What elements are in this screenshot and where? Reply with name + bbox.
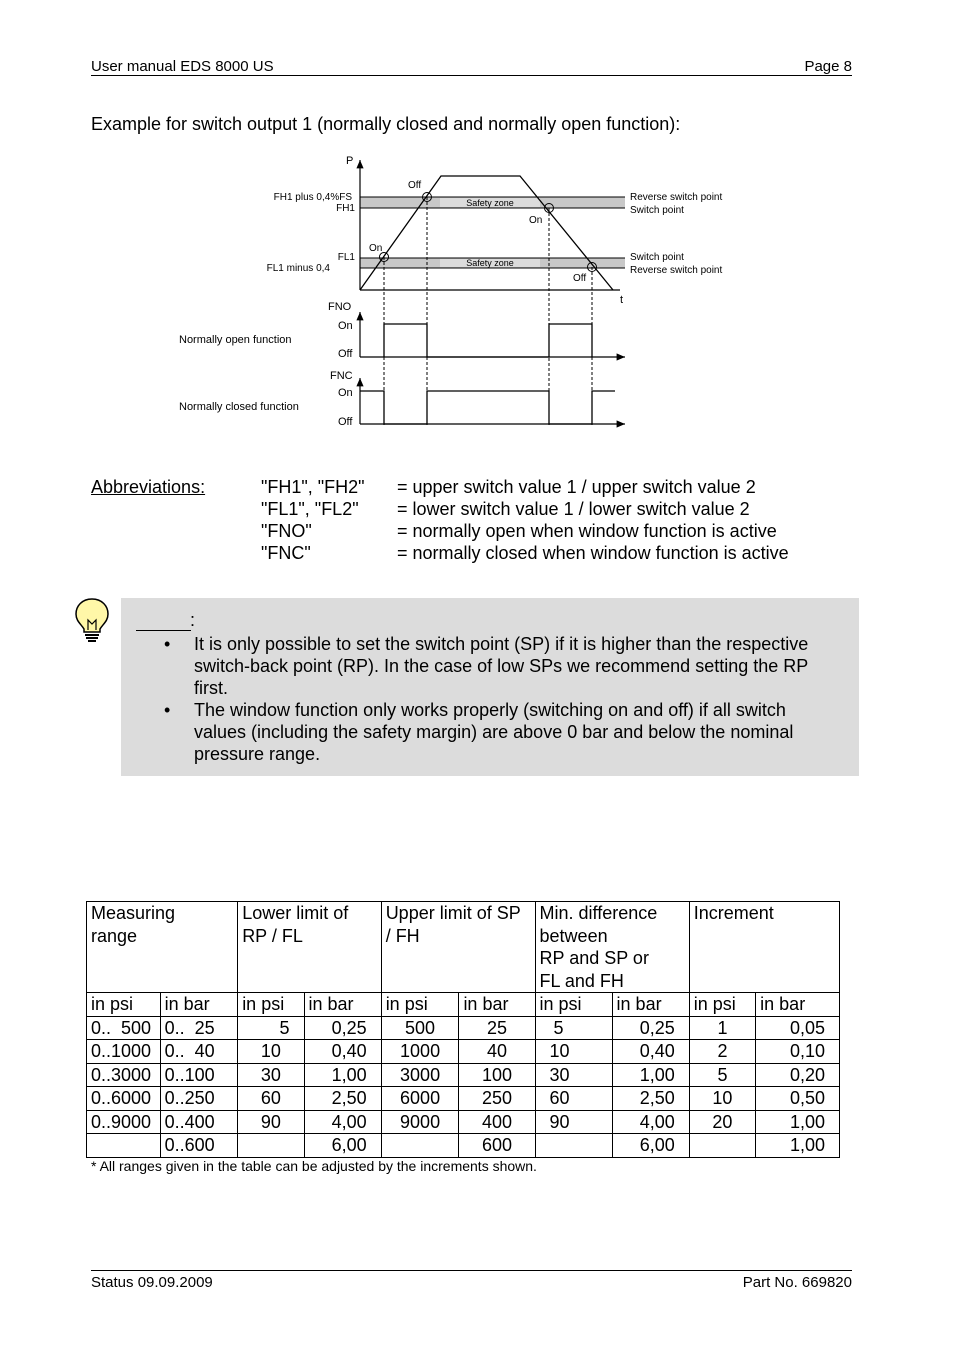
fnc-signal xyxy=(360,391,615,424)
footer-rule xyxy=(91,1270,852,1271)
note-heading-blank xyxy=(136,609,191,631)
table-units-row xyxy=(87,993,840,1017)
group-increment: Increment xyxy=(693,903,774,923)
table-group-header xyxy=(87,902,840,993)
abbr-def-4: = normally closed when window function is active xyxy=(397,543,789,563)
cell: 25 xyxy=(459,1016,535,1040)
group-min-diff-4: FL and FH xyxy=(539,970,624,991)
group-min-diff-3: RP and SP or xyxy=(539,948,649,968)
unit-cell: in bar xyxy=(459,993,535,1017)
abbr-def-2: = lower switch value 1 / lower switch value 2 xyxy=(397,499,750,519)
table-row xyxy=(87,1134,840,1158)
table-row xyxy=(87,1087,840,1111)
cell: 5 xyxy=(535,1016,612,1040)
cell: 10 xyxy=(238,1040,304,1064)
fno-on-label: On xyxy=(338,320,353,332)
cell: 90 xyxy=(535,1110,612,1134)
lightbulb-icon xyxy=(73,596,111,642)
cell xyxy=(381,1134,459,1158)
group-lower-limit-1: Lower limit of xyxy=(242,903,349,923)
cell: 60 xyxy=(238,1087,304,1111)
switch-point-lower: Switch point xyxy=(630,252,684,263)
safety-zone-label-lower: Safety zone xyxy=(466,258,514,268)
cell: 1000 xyxy=(381,1040,459,1064)
cell xyxy=(238,1134,304,1158)
abbr-def-1: = upper switch value 1 / upper switch value 2 xyxy=(397,477,756,497)
cell: 3000 xyxy=(381,1063,459,1087)
cell: 0..600 xyxy=(160,1134,238,1158)
bullet-2-line-2: values (including the safety margin) are above 0 bar and below the nominal xyxy=(194,722,794,742)
table-row xyxy=(87,1040,840,1064)
on-falling-label: On xyxy=(529,215,543,226)
abbreviations-title: Abbreviations: xyxy=(91,477,206,497)
abbr-term-4: "FNC" xyxy=(261,543,311,563)
table-row xyxy=(87,1016,840,1040)
cell: 90 xyxy=(238,1110,304,1134)
off-falling-label: Off xyxy=(573,273,587,284)
fnc-off-label: Off xyxy=(338,416,353,428)
cell: 0..1000 xyxy=(87,1040,161,1064)
safety-zone-label-upper: Safety zone xyxy=(466,198,514,208)
fnc-on-label: On xyxy=(338,387,353,399)
cell: 1,00 xyxy=(756,1110,840,1134)
abbr-term-2: "FL1", "FL2" xyxy=(261,499,359,519)
group-upper-limit-2: / FH xyxy=(385,925,420,946)
unit-cell: in psi xyxy=(238,993,304,1017)
cell: 0,05 xyxy=(756,1016,840,1040)
fl1-minus-label: FL1 minus 0,4 xyxy=(266,263,330,274)
cell: 100 xyxy=(459,1063,535,1087)
cell: 400 xyxy=(459,1110,535,1134)
group-lower-limit-2: RP / FL xyxy=(242,925,303,946)
bullet-2-line-1: The window function only works properly (switching on and off) if all switch xyxy=(194,700,786,720)
cell: 4,00 xyxy=(304,1110,381,1134)
cell: 0,40 xyxy=(612,1040,689,1064)
cell: 0.. 500 xyxy=(87,1016,161,1040)
unit-cell: in bar xyxy=(160,993,238,1017)
group-min-diff-1: Min. difference xyxy=(539,903,658,923)
unit-cell: in bar xyxy=(756,993,840,1017)
table-footnote: * All ranges given in the table can be adjusted by the increments shown. xyxy=(91,1158,537,1174)
cell: 10 xyxy=(689,1087,755,1111)
fh1-label: FH1 xyxy=(336,203,355,214)
group-min-diff-2: between xyxy=(539,925,608,946)
abbr-term-1: "FH1", "FH2" xyxy=(261,477,365,497)
reverse-switch-point-lower: Reverse switch point xyxy=(630,265,723,276)
cell: 1,00 xyxy=(612,1063,689,1087)
on-rising-label: On xyxy=(369,243,383,254)
cell: 6,00 xyxy=(304,1134,381,1158)
cell: 30 xyxy=(238,1063,304,1087)
cell: 2,50 xyxy=(304,1087,381,1111)
cell: 9000 xyxy=(381,1110,459,1134)
cell: 600 xyxy=(459,1134,535,1158)
cell: 2 xyxy=(689,1040,755,1064)
fh1-plus-label: FH1 plus 0,4%FS xyxy=(273,192,352,203)
unit-cell: in bar xyxy=(612,993,689,1017)
cell: 40 xyxy=(459,1040,535,1064)
cell: 0..6000 xyxy=(87,1087,161,1111)
bullet-1-dot: • xyxy=(164,634,171,654)
unit-cell: in psi xyxy=(381,993,459,1017)
cell: 0.. 25 xyxy=(160,1016,238,1040)
header-title: User manual EDS 8000 US xyxy=(91,58,274,75)
limits-table xyxy=(86,901,840,1158)
cell: 500 xyxy=(381,1016,459,1040)
switching-diagram xyxy=(0,0,954,440)
cell: 20 xyxy=(689,1110,755,1134)
cell: 0,10 xyxy=(756,1040,840,1064)
footer-part-number: Part No. 669820 xyxy=(742,1274,852,1291)
unit-cell: in psi xyxy=(689,993,755,1017)
t-label: t xyxy=(620,294,624,306)
cell xyxy=(535,1134,612,1158)
cell: 0..9000 xyxy=(87,1110,161,1134)
cell xyxy=(689,1134,755,1158)
cell: 6,00 xyxy=(612,1134,689,1158)
switch-point-upper: Switch point xyxy=(630,205,684,216)
bullet-1-line-3: first. xyxy=(194,678,228,698)
normally-open-label: Normally open function xyxy=(179,334,292,346)
unit-cell: in psi xyxy=(87,993,161,1017)
group-measuring-range-2: range xyxy=(91,925,138,946)
reverse-switch-point-upper: Reverse switch point xyxy=(630,192,723,203)
table-row xyxy=(87,1110,840,1134)
bullet-1-line-1: It is only possible to set the switch point (SP) if it is higher than the respective xyxy=(194,634,809,654)
fno-label: FNO xyxy=(328,301,352,313)
unit-cell: in bar xyxy=(304,993,381,1017)
abbr-def-3: = normally open when window function is active xyxy=(397,521,777,541)
cell: 0..250 xyxy=(160,1087,238,1111)
cell: 5 xyxy=(689,1063,755,1087)
group-upper-limit-1: Upper limit of SP xyxy=(385,903,521,923)
p-label: P xyxy=(346,155,354,167)
fno-signal xyxy=(384,324,592,357)
cell: 0,50 xyxy=(756,1087,840,1111)
cell: 0.. 40 xyxy=(160,1040,238,1064)
cell: 0,25 xyxy=(612,1016,689,1040)
intro-text: Example for switch output 1 (normally closed and normally open function): xyxy=(91,114,681,134)
cell: 0..400 xyxy=(160,1110,238,1134)
cell: 2,50 xyxy=(612,1087,689,1111)
off-rising-label: Off xyxy=(408,180,422,191)
abbr-term-3: "FNO" xyxy=(261,521,312,541)
table-row xyxy=(87,1063,840,1087)
cell: 0,40 xyxy=(304,1040,381,1064)
cell: 0..3000 xyxy=(87,1063,161,1087)
group-measuring-range-1: Measuring xyxy=(91,903,176,923)
cell: 1 xyxy=(689,1016,755,1040)
cell: 6000 xyxy=(381,1087,459,1111)
cell: 60 xyxy=(535,1087,612,1111)
bullet-1-line-2: switch-back point (RP). In the case of low SPs we recommend setting the RP xyxy=(194,656,809,676)
cell: 0,25 xyxy=(304,1016,381,1040)
note-heading-colon: : xyxy=(190,610,196,630)
page-number: Page 8 xyxy=(804,58,852,75)
cell: 0..100 xyxy=(160,1063,238,1087)
normally-closed-label: Normally closed function xyxy=(179,401,299,413)
cell: 4,00 xyxy=(612,1110,689,1134)
unit-cell: in psi xyxy=(535,993,612,1017)
fl1-label: FL1 xyxy=(337,252,355,263)
cell: 1,00 xyxy=(304,1063,381,1087)
footer-status: Status 09.09.2009 xyxy=(91,1274,213,1291)
cell xyxy=(87,1134,161,1158)
cell: 1,00 xyxy=(756,1134,840,1158)
bullet-2-line-3: pressure range. xyxy=(194,744,321,764)
bullet-2-dot: • xyxy=(164,700,171,720)
cell: 0,20 xyxy=(756,1063,840,1087)
cell: 5 xyxy=(238,1016,304,1040)
fno-off-label: Off xyxy=(338,348,353,360)
cell: 30 xyxy=(535,1063,612,1087)
cell: 250 xyxy=(459,1087,535,1111)
fnc-label: FNC xyxy=(330,370,353,382)
cell: 10 xyxy=(535,1040,612,1064)
